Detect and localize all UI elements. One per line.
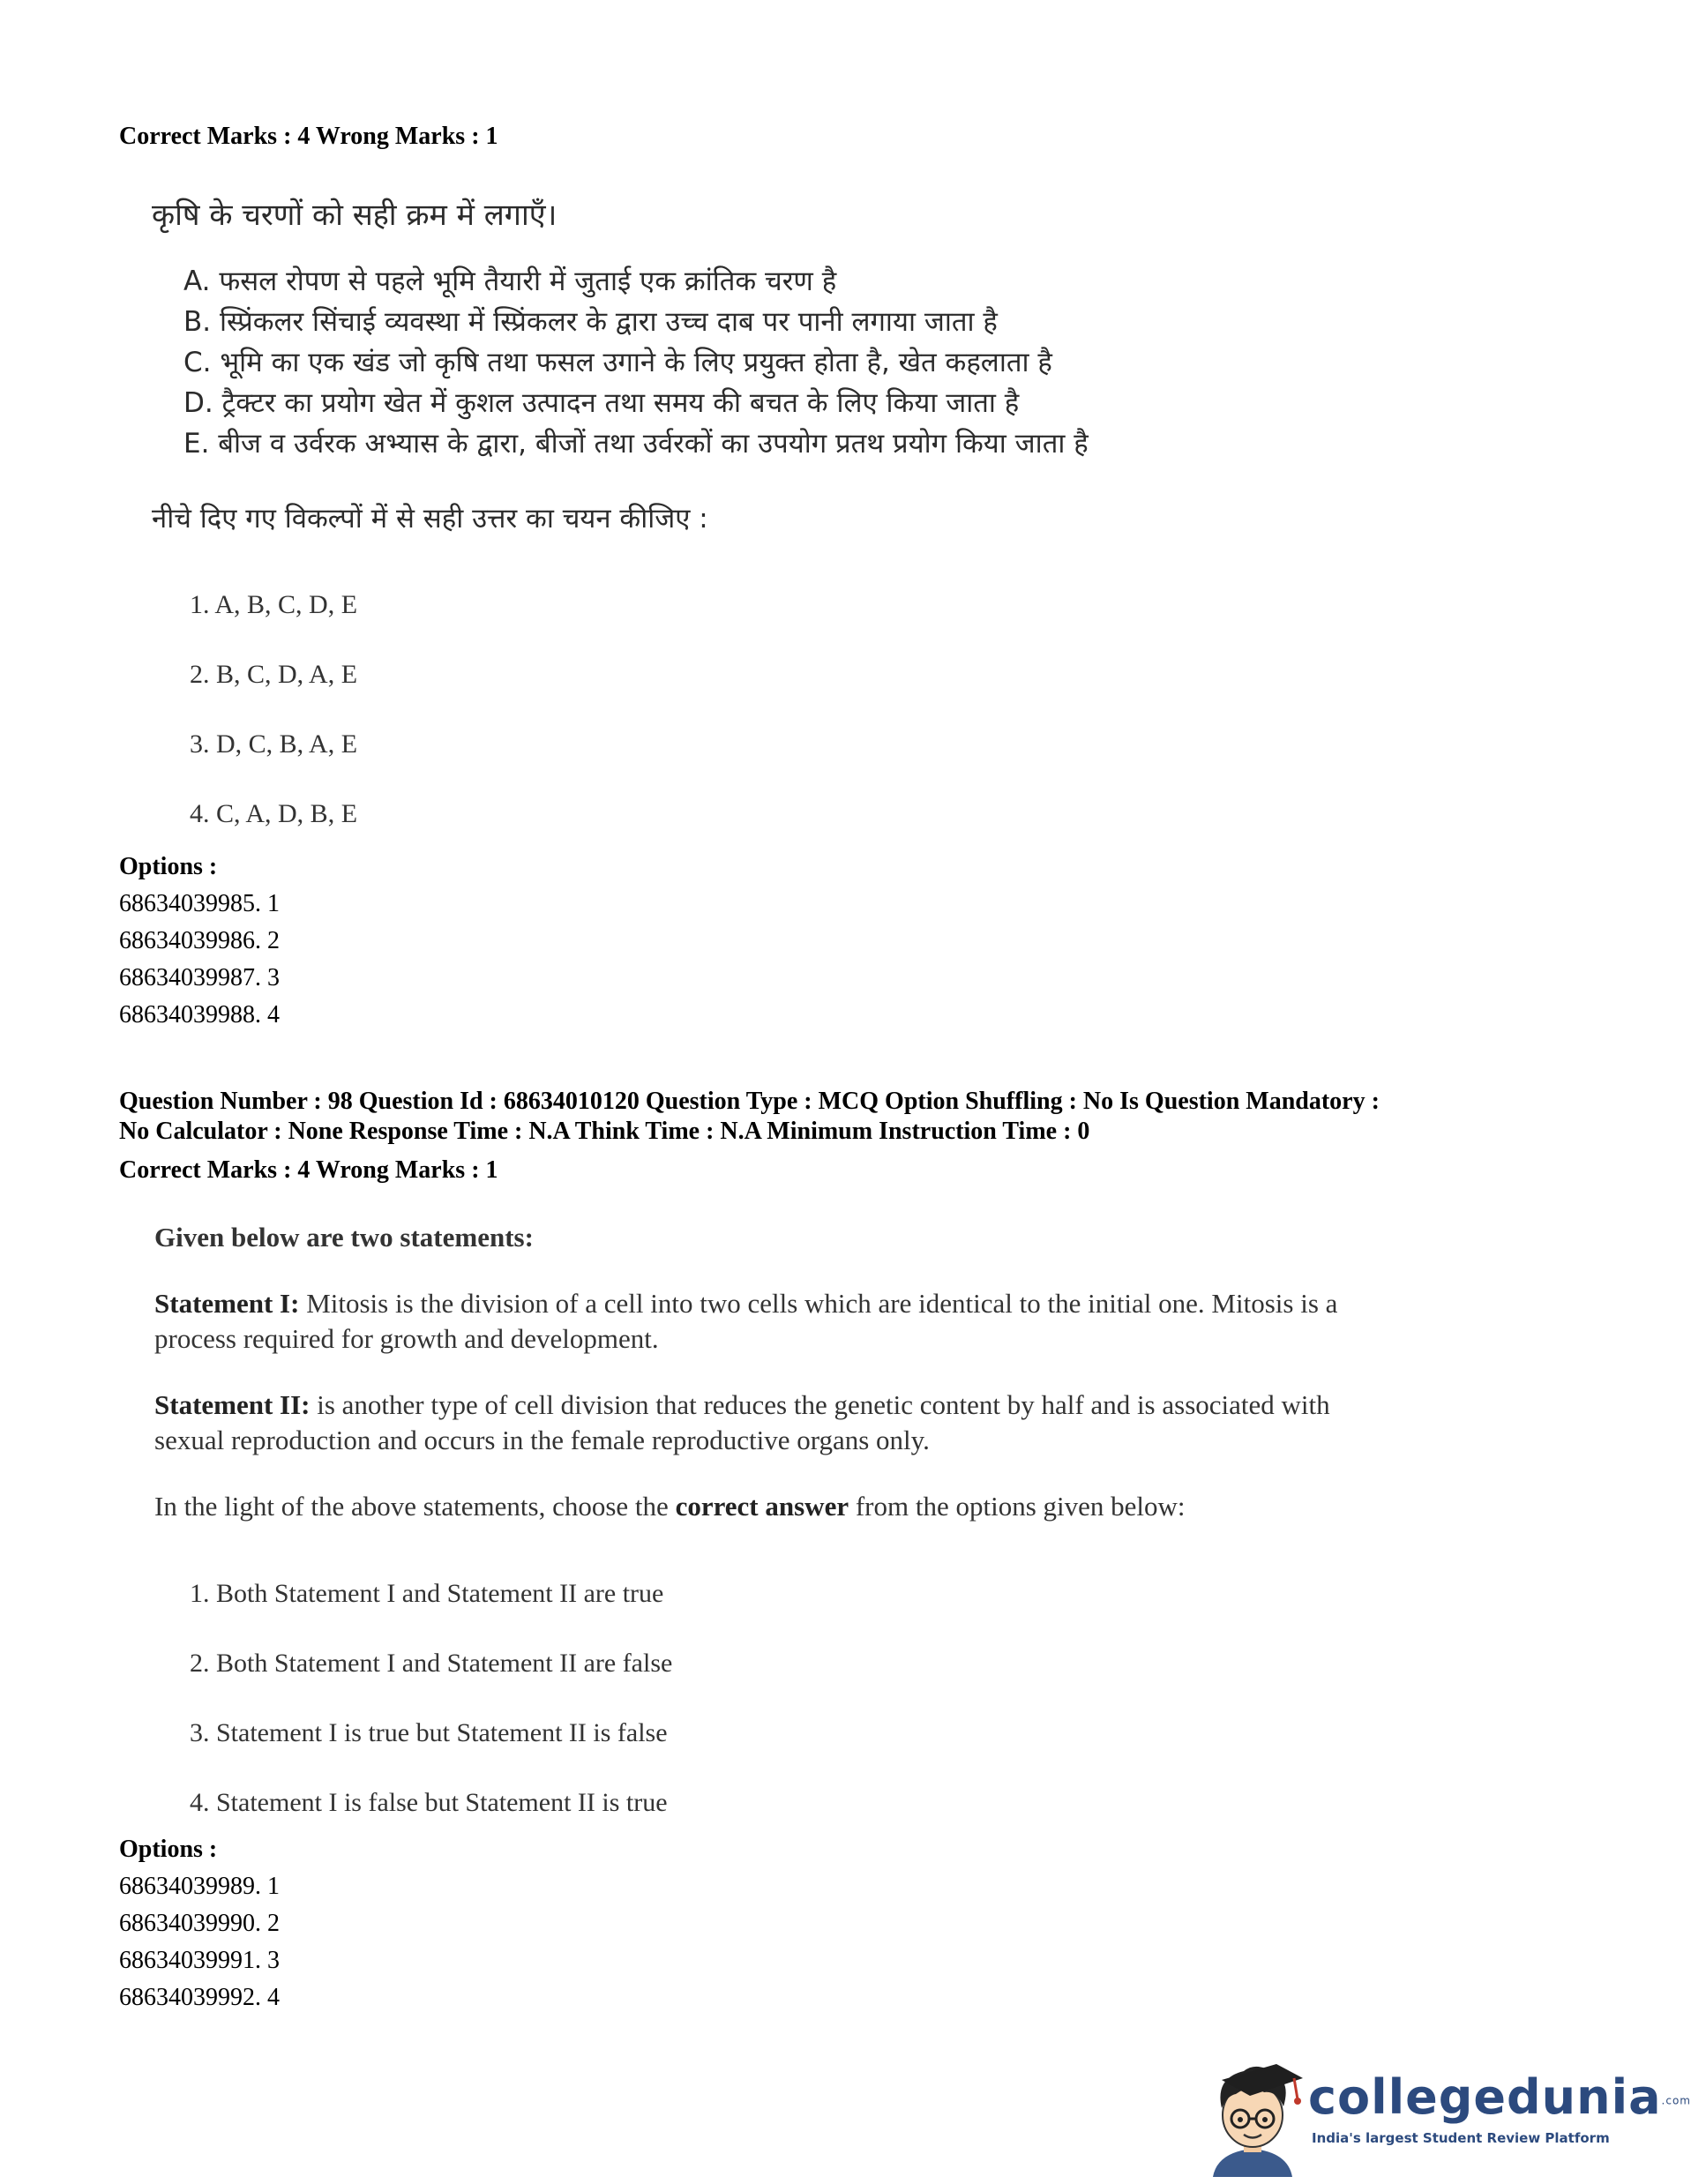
- brand-name: collegedunia: [1308, 2069, 1662, 2125]
- q97-statement-d: D. ट्रैक्टर का प्रयोग खेत में कुशल उत्पादन तथा समय की बचत के लिए किया जाता है: [183, 387, 1020, 419]
- q98-header-line1: Question Number : 98 Question Id : 68634010120 Question Type : MCQ Option Shuffling : No Is Question Mandatory :: [119, 1088, 1380, 1115]
- q98-choice-4: 4. Statement I is false but Statement II is true: [190, 1788, 668, 1817]
- q97-choices: [190, 570, 357, 849]
- q98-option-1: 68634039989. 1: [119, 1873, 280, 1900]
- q97-statement-e: E. बीज व उर्वरक अभ्यास के द्वारा, बीजों तथा उर्वरकों का उपयोग प्रतथ प्रयोग किया जाता है: [183, 428, 1089, 460]
- collegedunia-logo[interactable]: [1195, 2053, 1691, 2177]
- q98-instruction-pre: In the light of the above statements, choose the: [154, 1491, 676, 1522]
- q97-prompt: कृषि के चरणों को सही क्रम में लगाएँ।: [152, 198, 557, 233]
- q98-marks: Correct Marks : 4 Wrong Marks : 1: [119, 1156, 498, 1184]
- q98-options-label: Options :: [119, 1836, 218, 1863]
- q98-choice-2: 2. Both Statement I and Statement II are false: [190, 1649, 673, 1678]
- q97-statement-c: C. भूमि का एक खंड जो कृषि तथा फसल उगाने के लिए प्रयुक्त होता है, खेत कहलाता है: [183, 347, 1052, 378]
- q97-options-list: [119, 886, 280, 1034]
- collegedunia-tagline: India's largest Student Review Platform: [1312, 2130, 1610, 2146]
- q97-options-label: Options :: [119, 853, 218, 880]
- q97-instruction: नीचे दिए गए विकल्पों में से सही उत्तर का चयन कीजिए :: [152, 503, 708, 535]
- student-mascot-icon: [1195, 2053, 1310, 2177]
- q98-instruction-post: from the options given below:: [849, 1491, 1186, 1522]
- q98-statement-1-label: Statement I:: [154, 1288, 300, 1319]
- q97-option-3: 68634039987. 3: [119, 964, 280, 991]
- q98-statement-1: [154, 1286, 1337, 1357]
- q97-option-1: 68634039985. 1: [119, 890, 280, 917]
- q97-choice-3: 3. D, C, B, A, E: [190, 729, 358, 759]
- q98-instruction: [154, 1489, 1186, 1524]
- q98-choice-1: 1. Both Statement I and Statement II are true: [190, 1579, 664, 1608]
- brand-suffix: .com: [1661, 2094, 1691, 2107]
- q97-option-2: 68634039986. 2: [119, 927, 280, 954]
- q97-marks: Correct Marks : 4 Wrong Marks : 1: [119, 123, 498, 150]
- q97-option-4: 68634039988. 4: [119, 1001, 280, 1028]
- q98-statement-2: [154, 1387, 1330, 1458]
- q98-statement-2-text: is another type of cell division that reduces the genetic content by half and is associated with: [310, 1389, 1330, 1420]
- q97-statement-b: B. स्प्रिंकलर सिंचाई व्यवस्था में स्प्रिंकलर के द्वारा उच्च दाब पर पानी लगाया जाता है: [183, 306, 998, 338]
- q98-option-4: 68634039992. 4: [119, 1984, 280, 2011]
- q98-option-3: 68634039991. 3: [119, 1947, 280, 1974]
- collegedunia-brand: [1308, 2071, 1691, 2127]
- q98-statement-1-text: Mitosis is the division of a cell into two cells which are identical to the initial one. Mitosis is a: [299, 1288, 1338, 1319]
- q98-statement-1-text-cont: process required for growth and development.: [154, 1323, 659, 1354]
- q97-statement-a: A. फसल रोपण से पहले भूमि तैयारी में जुताई एक क्रांतिक चरण है: [183, 266, 837, 297]
- q97-choice-2: 2. B, C, D, A, E: [190, 660, 358, 689]
- q98-options-list: [119, 1868, 280, 2016]
- q98-option-2: 68634039990. 2: [119, 1910, 280, 1937]
- q98-intro: Given below are two statements:: [154, 1222, 534, 1253]
- q98-choice-3: 3. Statement I is true but Statement II is false: [190, 1718, 668, 1747]
- q97-choice-4: 4. C, A, D, B, E: [190, 799, 358, 828]
- q98-instruction-bold: correct answer: [675, 1491, 849, 1522]
- q98-header: [119, 1087, 1380, 1147]
- q98-choices: [190, 1559, 672, 1837]
- q98-header-line2: No Calculator : None Response Time : N.A Think Time : N.A Minimum Instruction Time : 0: [119, 1118, 1090, 1145]
- q98-statement-2-text-cont: sexual reproduction and occurs in the female reproductive organs only.: [154, 1425, 930, 1455]
- q98-statement-2-label: Statement II:: [154, 1389, 311, 1420]
- q97-choice-1: 1. A, B, C, D, E: [190, 590, 358, 619]
- q97-statements: [183, 261, 1089, 464]
